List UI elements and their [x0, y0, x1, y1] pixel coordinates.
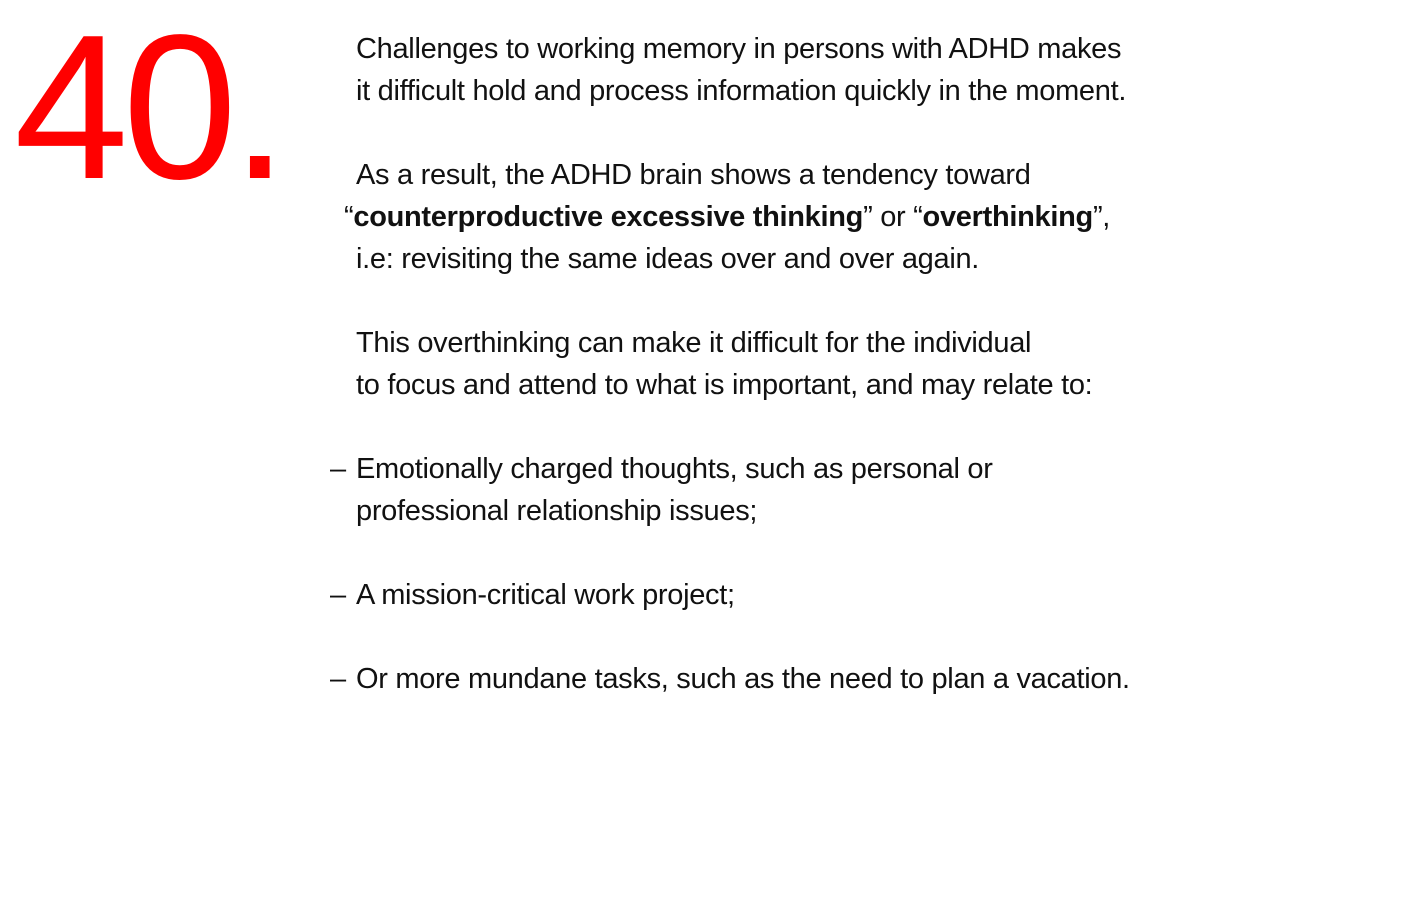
- emphasis-term-excessive-thinking: counterproductive excessive thinking: [353, 201, 864, 233]
- overthinking-topics-list: [330, 448, 1356, 700]
- paragraph-line: it difficult hold and process information quickly in the moment.: [356, 75, 1127, 107]
- paragraph-line: to focus and attend to what is important, and may relate to:: [356, 369, 1093, 401]
- list-item-line: Emotionally charged thoughts, such as personal or: [356, 453, 993, 485]
- paragraph-line: Challenges to working memory in persons with ADHD makes: [356, 33, 1122, 65]
- dash-bullet-icon: –: [330, 663, 346, 695]
- paragraph-working-memory: [356, 28, 1356, 112]
- dash-bullet-icon: –: [330, 579, 346, 611]
- emphasis-term-overthinking: overthinking: [922, 201, 1093, 233]
- list-item-line: professional relationship issues;: [356, 495, 758, 527]
- paragraph-focus-impact: [356, 322, 1356, 406]
- connector-text: ” or “: [863, 201, 923, 233]
- close-quote: ”,: [1092, 201, 1111, 233]
- paragraph-line: i.e: revisiting the same ideas over and over again.: [356, 243, 980, 275]
- list-item: [330, 448, 1356, 532]
- list-item-line: Or more mundane tasks, such as the need to plan a vacation.: [356, 663, 1130, 695]
- open-quote: “: [344, 201, 354, 233]
- slide-body: [330, 28, 1356, 742]
- list-item: [330, 658, 1356, 700]
- paragraph-overthinking-tendency: [344, 154, 1356, 280]
- slide-number: 40.: [14, 0, 283, 222]
- list-item: [330, 574, 1356, 616]
- list-item-line: A mission-critical work project;: [356, 579, 735, 611]
- paragraph-line: As a result, the ADHD brain shows a tendency toward: [356, 159, 1031, 191]
- dash-bullet-icon: –: [330, 453, 346, 485]
- paragraph-line-emphasis: [344, 196, 1356, 238]
- paragraph-line: This overthinking can make it difficult for the individual: [356, 327, 1032, 359]
